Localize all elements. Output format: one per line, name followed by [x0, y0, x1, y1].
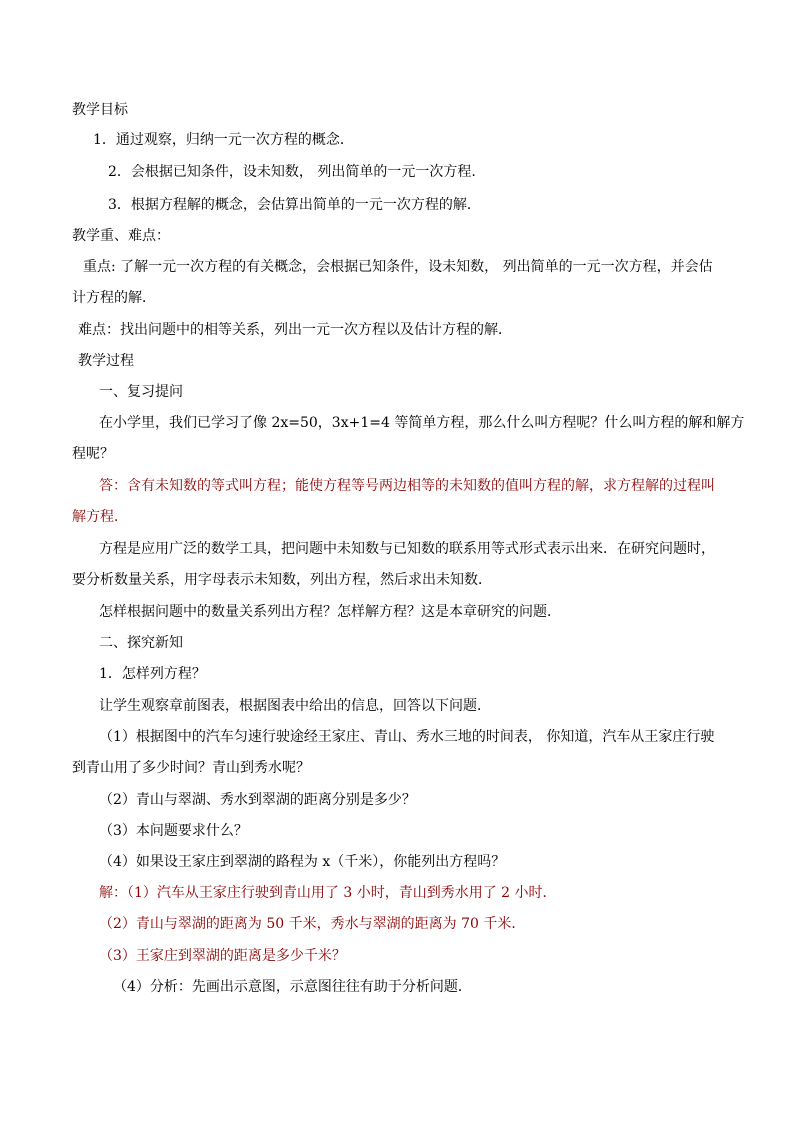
goal-2: 2．会根据已知条件，设未知数， 列出简单的一元一次方程. [108, 164, 476, 180]
solution-3: （3）王家庄到翠湖的距离是多少千米？ [99, 948, 346, 964]
question-2: （2）青山与翠湖、秀水到翠湖的距离分别是多少？ [99, 792, 416, 808]
equation-paragraph-line-2: 要分析数量关系，用字母表示未知数，列出方程，然后求出未知数． [72, 572, 492, 588]
section-review: 一、复习提问 [99, 384, 183, 400]
review-paragraph-line-1: 在小学里，我们已学习了像 2x=50，3x+1=4 等简单方程，那么什么叫方程呢？什么叫方程的解和解方 [99, 415, 745, 431]
solution-2: （2）青山与翠湖的距离为 50 千米，秀水与翠湖的距离为 70 千米． [99, 916, 526, 932]
question-4: （4）如果设王家庄到翠湖的路程为 x（千米），你能列出方程吗？ [99, 854, 506, 870]
question-3: （3）本问题要求什么？ [99, 823, 248, 839]
review-paragraph-line-2: 程呢？ [72, 446, 114, 462]
equation-paragraph-line-1: 方程是应用广泛的数学工具，把问题中未知数与已知数的联系用等式形式表示出来．在研究问题时， [99, 541, 715, 557]
goal-3: 3．根据方程解的概念，会估算出简单的一元一次方程的解． [108, 197, 481, 213]
goal-1: 1．通过观察，归纳一元一次方程的概念． [93, 132, 354, 148]
observe-instruction: 让学生观察章前图表，根据图表中给出的信息，回答以下问题． [99, 698, 491, 714]
key-point-line-2: 计方程的解． [72, 290, 156, 306]
question-1-line-1: （1）根据图中的汽车匀速行驶途经王家庄、青山、秀水三地的时间表， 你知道，汽车从王家庄行驶 [99, 729, 715, 745]
difficult-point: 难点：找出问题中的相等关系，列出一元一次方程以及估计方程的解． [78, 322, 512, 338]
section-explore: 二、探究新知 [99, 635, 183, 651]
solution-4: （4）分析：先画出示意图，示意图往往有助于分析问题． [113, 979, 472, 995]
question-1-line-2: 到青山用了多少时间？青山到秀水呢？ [72, 760, 310, 776]
solution-1: 解：（1）汽车从王家庄行驶到青山用了 3 小时，青山到秀水用了 2 小时． [99, 885, 557, 901]
subsection-how-to-form-equation: 1．怎样列方程？ [99, 666, 206, 682]
answer-line-1: 答：含有未知数的等式叫方程；能使方程等号两边相等的未知数的值叫方程的解，求方程解的过程叫 [99, 478, 715, 494]
answer-line-2: 解方程． [72, 509, 128, 525]
chapter-question: 怎样根据问题中的数量关系列出方程？怎样解方程？这是本章研究的问题． [99, 604, 561, 620]
heading-teaching-goals: 教学目标 [72, 102, 128, 118]
key-point-line-1: 重点: 了解一元一次方程的有关概念，会根据已知条件，设未知数， 列出简单的一元一次方程，并会估 [83, 259, 713, 275]
heading-teaching-process: 教学过程 [78, 353, 134, 369]
heading-key-difficult-points: 教学重、难点： [72, 228, 170, 244]
